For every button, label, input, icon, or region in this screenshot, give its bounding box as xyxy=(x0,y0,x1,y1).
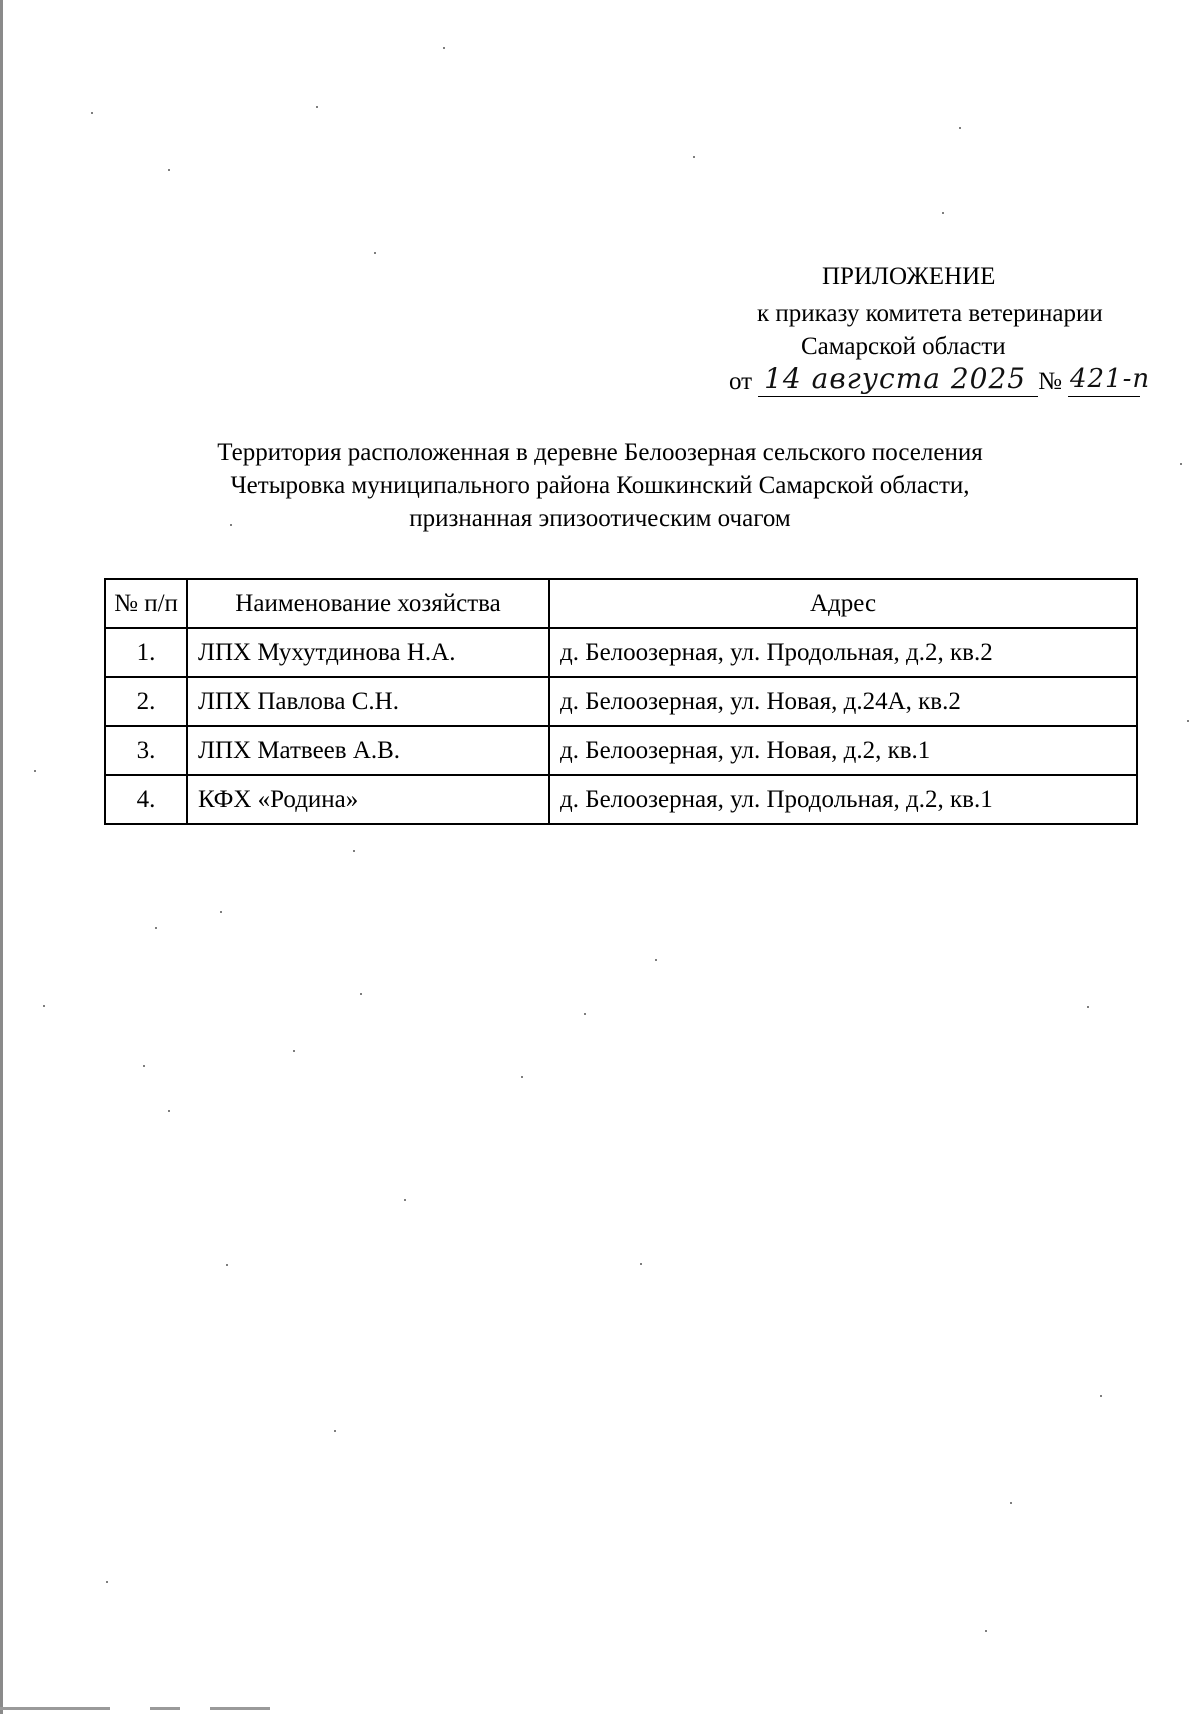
scan-speck xyxy=(293,1050,295,1052)
number-sign: № xyxy=(1038,368,1062,395)
table-row xyxy=(105,775,1137,824)
date-prefix: от xyxy=(729,368,753,395)
scan-speck xyxy=(693,156,695,158)
document-title xyxy=(150,436,1050,535)
scan-speck xyxy=(640,1263,642,1265)
scan-speck xyxy=(91,112,93,114)
handwritten-number: 421-п xyxy=(1069,364,1151,394)
row-number: 4. xyxy=(105,775,187,824)
appendix-heading: ПРИЛОЖЕНИЕ xyxy=(822,263,996,290)
title-line-3: признанная эпизоотическим очагом xyxy=(409,505,791,532)
scan-speck xyxy=(655,959,657,961)
appendix-date-number-line xyxy=(729,362,1151,397)
scan-speck xyxy=(155,927,157,929)
scan-speck xyxy=(230,524,232,526)
appendix-region: Самарской области xyxy=(801,333,1006,360)
scan-speck xyxy=(584,1013,586,1015)
farm-name: ЛПХ Мухутдинова Н.А. xyxy=(187,628,549,677)
farm-address: д. Белоозерная, ул. Продольная, д.2, кв.2 xyxy=(549,628,1137,677)
scan-speck xyxy=(1087,1006,1089,1008)
scan-bottom-edge xyxy=(0,1704,1200,1714)
scan-speck xyxy=(942,212,944,214)
handwritten-date: 14 августа 2025 xyxy=(764,362,1027,395)
scan-speck xyxy=(985,1630,987,1632)
scan-speck xyxy=(374,252,376,254)
scan-speck xyxy=(1187,720,1189,722)
row-number: 3. xyxy=(105,726,187,775)
scan-speck xyxy=(443,47,445,49)
scan-speck xyxy=(106,1581,108,1583)
scan-speck xyxy=(43,1005,45,1007)
scan-speck xyxy=(168,169,170,171)
farms-table xyxy=(104,578,1138,825)
scan-speck xyxy=(353,850,355,852)
farm-address: д. Белоозерная, ул. Новая, д.24А, кв.2 xyxy=(549,677,1137,726)
scan-speck xyxy=(404,1199,406,1201)
table-row xyxy=(105,628,1137,677)
farm-address: д. Белоозерная, ул. Продольная, д.2, кв.1 xyxy=(549,775,1137,824)
scan-speck xyxy=(1010,1502,1012,1504)
scan-speck xyxy=(34,770,36,772)
scan-left-edge xyxy=(0,0,3,1714)
farm-address: д. Белоозерная, ул. Новая, д.2, кв.1 xyxy=(549,726,1137,775)
table-row xyxy=(105,677,1137,726)
row-number: 2. xyxy=(105,677,187,726)
scan-speck xyxy=(220,911,222,913)
number-field xyxy=(1068,364,1151,397)
column-header-address: Адрес xyxy=(549,579,1137,628)
appendix-order-ref: к приказу комитета ветеринарии xyxy=(757,300,1103,327)
column-header-number: № п/п xyxy=(105,579,187,628)
column-header-farm-name: Наименование хозяйства xyxy=(187,579,549,628)
scan-speck xyxy=(959,127,961,129)
date-field xyxy=(758,362,1038,397)
title-line-2: Четыровка муниципального района Кошкинский Самарской области, xyxy=(230,472,970,499)
scan-speck xyxy=(226,1264,228,1266)
farm-name: ЛПХ Павлова С.Н. xyxy=(187,677,549,726)
scan-speck xyxy=(1180,463,1182,465)
scan-speck xyxy=(316,106,318,108)
scan-speck xyxy=(521,1076,523,1078)
farm-name: ЛПХ Матвеев А.В. xyxy=(187,726,549,775)
scan-speck xyxy=(334,1430,336,1432)
scan-speck xyxy=(143,1065,145,1067)
title-line-1: Территория расположенная в деревне Белоозерная сельского поселения xyxy=(217,439,983,466)
table-header-row xyxy=(105,579,1137,628)
scan-speck xyxy=(360,993,362,995)
scan-speck xyxy=(168,1110,170,1112)
row-number: 1. xyxy=(105,628,187,677)
farm-name: КФХ «Родина» xyxy=(187,775,549,824)
table-row xyxy=(105,726,1137,775)
scan-speck xyxy=(1100,1395,1102,1397)
